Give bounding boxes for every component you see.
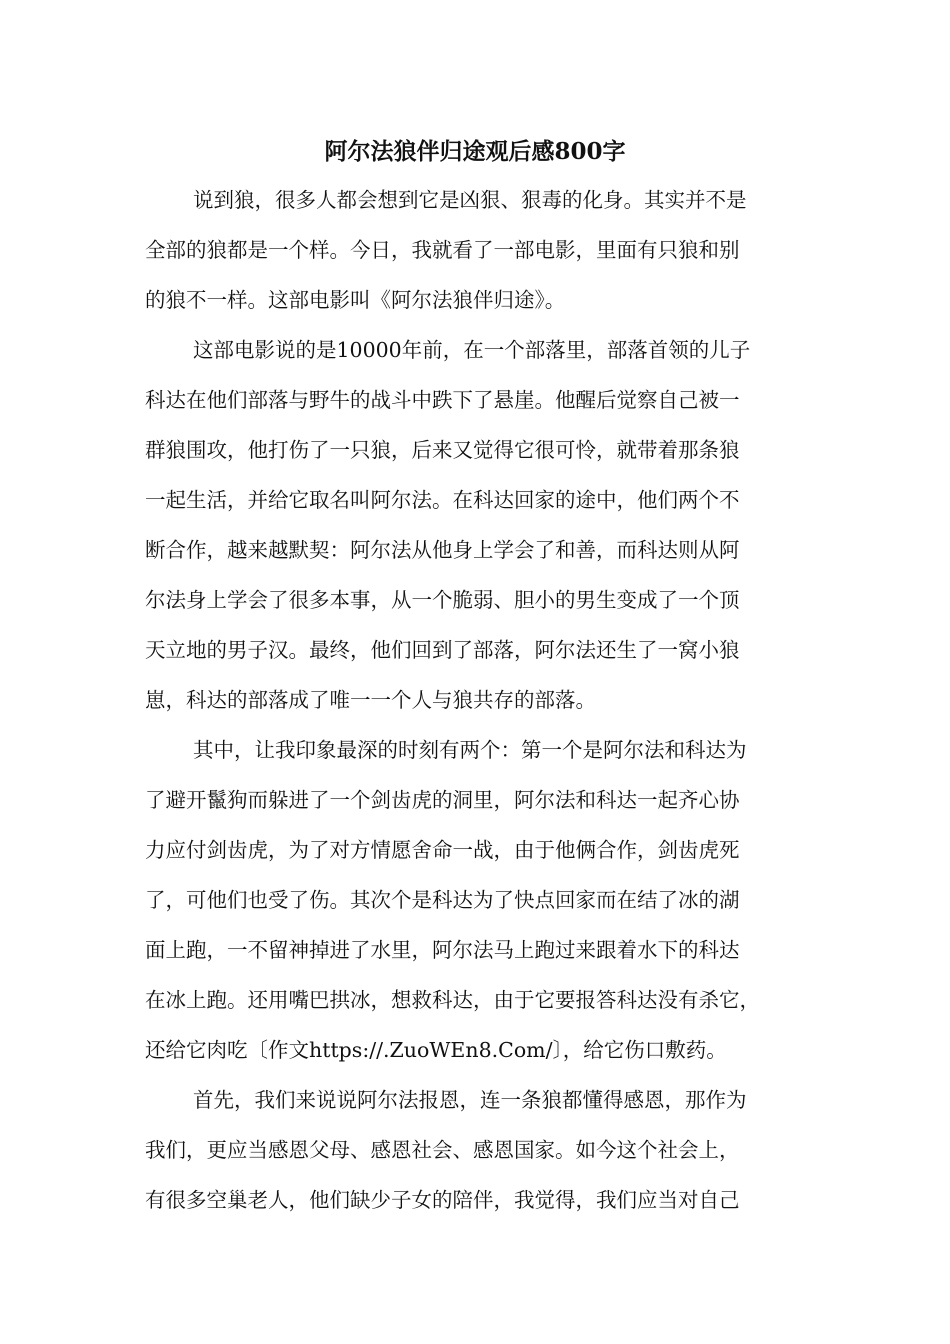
- paragraph-3-line-7: 还给它肉吃〔作文https://.ZuoWEn8.Com/〕，给它伤口敷药。: [145, 1038, 727, 1062]
- paragraph-3-line-3: 力应付剑齿虎，为了对方情愿舍命一战，由于他俩合作，剑齿虎死: [145, 838, 740, 862]
- document-title: 阿尔法狼伴归途观后感800字: [324, 138, 626, 165]
- paragraph-3-line-1: 其中，让我印象最深的时刻有两个：第一个是阿尔法和科达为: [193, 738, 747, 762]
- paragraph-1-line-1: 说到狼，很多人都会想到它是凶狠、狠毒的化身。其实并不是: [193, 188, 747, 212]
- paragraph-2-line-6: 尔法身上学会了很多本事，从一个脆弱、胆小的男生变成了一个顶: [145, 588, 740, 612]
- paragraph-2-line-3: 群狼围攻，他打伤了一只狼，后来又觉得它很可怜，就带着那条狼: [145, 438, 740, 462]
- paragraph-1-line-3: 的狼不一样。这部电影叫《阿尔法狼伴归途》。: [145, 288, 566, 312]
- paragraph-2-line-1: 这部电影说的是10000年前，在一个部落里，部落首领的儿子: [193, 338, 751, 362]
- paragraph-1-line-2: 全部的狼都是一个样。今日，我就看了一部电影，里面有只狼和别: [145, 238, 740, 262]
- paragraph-4-line-2: 我们，更应当感恩父母、感恩社会、感恩国家。如今这个社会上，: [145, 1138, 740, 1162]
- paragraph-3-line-5: 面上跑，一不留神掉进了水里，阿尔法马上跑过来跟着水下的科达: [145, 938, 740, 962]
- paragraph-2-line-7: 天立地的男子汉。最终，他们回到了部落，阿尔法还生了一窝小狼: [145, 638, 740, 662]
- paragraph-2-line-8: 崽，科达的部落成了唯一一个人与狼共存的部落。: [145, 688, 596, 712]
- paragraph-4-line-3: 有很多空巢老人，他们缺少子女的陪伴，我觉得，我们应当对自己: [145, 1188, 740, 1212]
- paragraph-3-line-4: 了，可他们也受了伤。其次个是科达为了快点回家而在结了冰的湖: [145, 888, 740, 912]
- paragraph-4-line-1: 首先，我们来说说阿尔法报恩，连一条狼都懂得感恩，那作为: [193, 1088, 747, 1112]
- paragraph-2-line-4: 一起生活，并给它取名叫阿尔法。在科达回家的途中，他们两个不: [145, 488, 740, 512]
- paragraph-3-line-2: 了避开鬣狗而躲进了一个剑齿虎的洞里，阿尔法和科达一起齐心协: [145, 788, 740, 812]
- paragraph-2-line-2: 科达在他们部落与野牛的战斗中跌下了悬崖。他醒后觉察自己被一: [145, 388, 740, 412]
- paragraph-2-line-5: 断合作，越来越默契：阿尔法从他身上学会了和善，而科达则从阿: [145, 538, 740, 562]
- paragraph-3-line-6: 在冰上跑。还用嘴巴拱冰，想救科达，由于它要报答科达没有杀它，: [145, 988, 760, 1012]
